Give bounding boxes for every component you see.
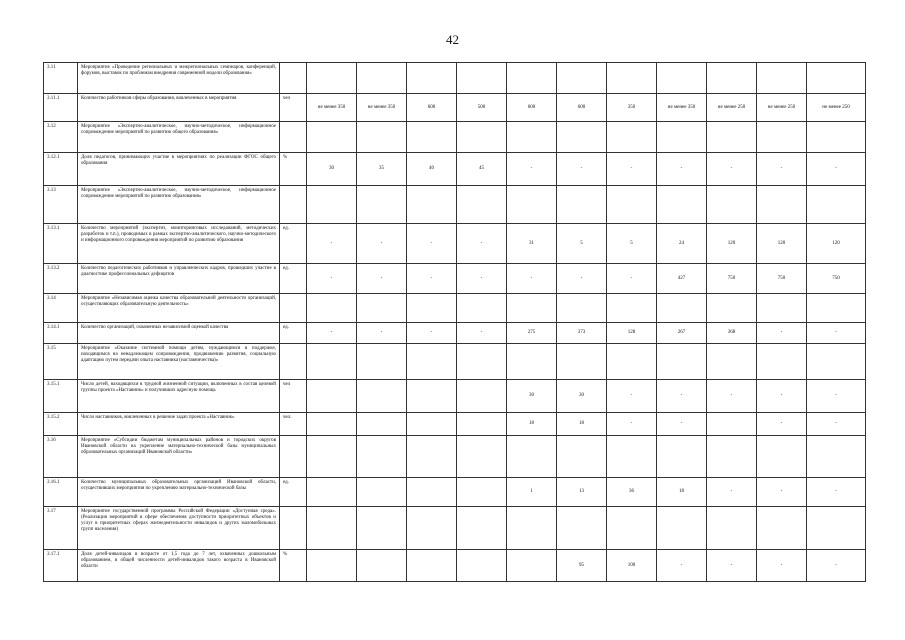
value-cell	[507, 507, 557, 550]
unit-cell: ед.	[280, 224, 307, 264]
value-cell: 18	[507, 413, 557, 436]
value-cell	[357, 380, 407, 413]
value-cell: -	[607, 264, 657, 294]
row-number-cell: 3.13.1	[44, 224, 78, 264]
unit-cell	[280, 507, 307, 550]
value-cell	[557, 294, 607, 323]
value-cell	[507, 122, 557, 153]
value-cell	[607, 63, 657, 94]
value-cell	[307, 186, 357, 224]
value-cell	[607, 507, 657, 550]
value-cell: -	[807, 413, 866, 436]
value-cell: 500	[457, 94, 507, 122]
value-cell: 120	[757, 224, 807, 264]
value-cell	[307, 413, 357, 436]
value-cell: -	[407, 224, 457, 264]
value-cell: 750	[707, 264, 757, 294]
value-cell	[457, 550, 507, 582]
table-row	[44, 478, 866, 507]
table-row	[44, 224, 866, 264]
value-cell	[557, 63, 607, 94]
unit-cell: чел	[280, 380, 307, 413]
value-cell: не менее 350	[357, 94, 407, 122]
value-cell	[357, 478, 407, 507]
value-cell	[407, 186, 457, 224]
value-cell: -	[357, 264, 407, 294]
unit-cell	[280, 63, 307, 94]
value-cell: -	[407, 323, 457, 344]
value-cell	[457, 413, 507, 436]
table-row	[44, 63, 866, 94]
value-cell: 36	[607, 478, 657, 507]
value-cell: 275	[507, 323, 557, 344]
row-number-cell: 3.15.1	[44, 380, 78, 413]
value-cell	[657, 63, 707, 94]
value-cell: 18	[557, 413, 607, 436]
value-cell	[707, 436, 757, 478]
value-cell: -	[407, 264, 457, 294]
table-row	[44, 264, 866, 294]
value-cell: -	[307, 224, 357, 264]
value-cell	[407, 122, 457, 153]
row-number-cell: 3.11	[44, 63, 78, 94]
value-cell	[457, 380, 507, 413]
value-cell	[807, 344, 866, 380]
value-cell	[607, 436, 657, 478]
value-cell: -	[657, 380, 707, 413]
value-cell	[357, 436, 407, 478]
table-row	[44, 550, 866, 582]
value-cell	[657, 122, 707, 153]
value-cell	[607, 186, 657, 224]
value-cell	[757, 507, 807, 550]
value-cell	[457, 436, 507, 478]
indicator-name-cell: Количество муниципальных образовательных организаций Ивановской области, осуществивших мероприятия по укреплению материально-технической базы	[78, 478, 280, 507]
value-cell: -	[807, 478, 866, 507]
value-cell: -	[607, 153, 657, 186]
indicator-name-cell: Число детей, находящихся в трудной жизненной ситуации, включенных в состав целевой группы проекта «Наставник» и получивших адресную помощь	[78, 380, 280, 413]
indicators-table	[43, 62, 866, 582]
value-cell	[307, 63, 357, 94]
value-cell: -	[757, 550, 807, 582]
value-cell	[707, 507, 757, 550]
value-cell	[407, 507, 457, 550]
value-cell: 5	[607, 224, 657, 264]
value-cell	[307, 436, 357, 478]
indicator-name-cell: Мероприятие «Оказание системной помощи детям, нуждающимся в поддержке, находящимся на ненадлежащем сопровождении, продвижению развития, социальную адаптацию путем передачи опыта наставника (наставничества)»	[78, 344, 280, 380]
table-row	[44, 294, 866, 323]
value-cell: 35	[357, 153, 407, 186]
value-cell	[357, 344, 407, 380]
value-cell	[807, 294, 866, 323]
value-cell: 40	[407, 153, 457, 186]
value-cell	[307, 478, 357, 507]
indicator-name-cell: Количество педагогических работников и управленческих кадров, прошедших участие в диагностике профессиональных дефицитов	[78, 264, 280, 294]
table-row	[44, 153, 866, 186]
value-cell: 267	[657, 323, 707, 344]
row-number-cell: 3.13	[44, 186, 78, 224]
value-cell: -	[357, 224, 407, 264]
value-cell: 100	[607, 550, 657, 582]
value-cell	[407, 63, 457, 94]
value-cell	[757, 63, 807, 94]
value-cell	[757, 436, 807, 478]
value-cell	[507, 63, 557, 94]
indicator-name-cell: Доля педагогов, принимающих участие в мероприятиях по реализации ФГОС общего образования	[78, 153, 280, 186]
unit-cell: %	[280, 153, 307, 186]
row-number-cell: 3.15	[44, 344, 78, 380]
value-cell	[557, 186, 607, 224]
value-cell: -	[557, 153, 607, 186]
value-cell	[707, 63, 757, 94]
value-cell: 24	[657, 224, 707, 264]
value-cell: -	[707, 478, 757, 507]
table-row	[44, 507, 866, 550]
unit-cell: чел.	[280, 413, 307, 436]
value-cell: -	[607, 380, 657, 413]
value-cell	[457, 294, 507, 323]
table-row	[44, 380, 866, 413]
indicator-name-cell: Мероприятие «Независимая оценка качества образовательной деятельности организаций, осуществляющих образовательную деятельность»	[78, 294, 280, 323]
value-cell: -	[507, 153, 557, 186]
table-row	[44, 344, 866, 380]
unit-cell	[280, 436, 307, 478]
value-cell: -	[307, 264, 357, 294]
unit-cell: чел	[280, 94, 307, 122]
value-cell: -	[807, 323, 866, 344]
value-cell	[457, 122, 507, 153]
value-cell	[507, 344, 557, 380]
row-number-cell: 3.15.2	[44, 413, 78, 436]
page-number: 42	[446, 32, 459, 47]
value-cell: 750	[757, 264, 807, 294]
indicator-name-cell: Количество мероприятий (экспертиз, мониторинговых исследований, методических разработок и т.п.), проводимых в рамках экспертно-аналитического, научно-методического и информационного сопровождения мероприятий по развитию образования	[78, 224, 280, 264]
indicator-name-cell: Число наставников, вовлеченных в решение задач проекта «Наставник»	[78, 413, 280, 436]
value-cell	[507, 436, 557, 478]
value-cell: -	[757, 478, 807, 507]
value-cell	[657, 344, 707, 380]
value-cell: -	[657, 153, 707, 186]
value-cell: 30	[507, 380, 557, 413]
value-cell: 600	[407, 94, 457, 122]
value-cell	[807, 186, 866, 224]
value-cell: -	[707, 550, 757, 582]
value-cell	[657, 186, 707, 224]
value-cell	[357, 550, 407, 582]
table-row	[44, 186, 866, 224]
row-number-cell: 3.16.1	[44, 478, 78, 507]
value-cell	[357, 413, 407, 436]
value-cell: 31	[507, 224, 557, 264]
row-number-cell: 3.14	[44, 294, 78, 323]
value-cell: 600	[557, 94, 607, 122]
value-cell	[507, 550, 557, 582]
unit-cell: ед.	[280, 264, 307, 294]
indicator-name-cell: Количество организаций, охваченных независимой оценкой качества	[78, 323, 280, 344]
value-cell: 350	[607, 94, 657, 122]
unit-cell	[280, 294, 307, 323]
value-cell: -	[557, 264, 607, 294]
table-row	[44, 436, 866, 478]
value-cell: -	[757, 323, 807, 344]
value-cell	[607, 294, 657, 323]
value-cell: -	[807, 550, 866, 582]
value-cell	[757, 186, 807, 224]
value-cell	[457, 186, 507, 224]
value-cell	[757, 294, 807, 323]
value-cell: 128	[607, 323, 657, 344]
unit-cell: ед.	[280, 323, 307, 344]
value-cell	[407, 294, 457, 323]
unit-cell	[280, 186, 307, 224]
value-cell: -	[507, 264, 557, 294]
value-cell	[807, 507, 866, 550]
value-cell: -	[707, 153, 757, 186]
value-cell	[557, 436, 607, 478]
unit-cell: ед.	[280, 478, 307, 507]
value-cell	[407, 436, 457, 478]
value-cell: -	[657, 550, 707, 582]
value-cell	[507, 186, 557, 224]
indicator-name-cell: Количество работников сферы образования, вовлеченных в мероприятия	[78, 94, 280, 122]
value-cell: 18	[657, 478, 707, 507]
value-cell	[557, 507, 607, 550]
value-cell: -	[757, 413, 807, 436]
value-cell: 13	[557, 478, 607, 507]
value-cell: не менее 250	[807, 94, 866, 122]
value-cell	[807, 63, 866, 94]
value-cell	[357, 507, 407, 550]
value-cell: 427	[657, 264, 707, 294]
value-cell: 5	[557, 224, 607, 264]
value-cell	[407, 380, 457, 413]
value-cell	[657, 436, 707, 478]
row-number-cell: 3.16	[44, 436, 78, 478]
value-cell: -	[607, 413, 657, 436]
value-cell	[357, 122, 407, 153]
value-cell	[457, 344, 507, 380]
value-cell: 30	[307, 153, 357, 186]
table-row	[44, 122, 866, 153]
unit-cell	[280, 122, 307, 153]
value-cell	[307, 294, 357, 323]
value-cell	[657, 507, 707, 550]
value-cell	[557, 344, 607, 380]
value-cell	[607, 344, 657, 380]
indicator-name-cell: Мероприятие государственной программы Российской Федерации «Доступная среда». (Реализация мероприятий в сфере обеспечения доступности приоритетных объектов и услуг в приоритетных сферах жизнедеятельности инвалидов и других маломобильных групп населения)	[78, 507, 280, 550]
value-cell: -	[307, 323, 357, 344]
table-row	[44, 94, 866, 122]
value-cell: 368	[707, 323, 757, 344]
value-cell: не менее 250	[707, 94, 757, 122]
value-cell: -	[357, 323, 407, 344]
row-number-cell: 3.11.1	[44, 94, 78, 122]
row-number-cell: 3.12.1	[44, 153, 78, 186]
value-cell	[707, 186, 757, 224]
indicator-name-cell: Мероприятие «Экспертно-аналитическое, научно-методическое, информационное сопровождение мероприятий по развитию общего образования»	[78, 122, 280, 153]
value-cell: 120	[807, 224, 866, 264]
value-cell	[757, 344, 807, 380]
value-cell: 600	[507, 94, 557, 122]
value-cell: -	[707, 380, 757, 413]
row-number-cell: 3.14.1	[44, 323, 78, 344]
value-cell	[307, 122, 357, 153]
value-cell: -	[457, 224, 507, 264]
value-cell: 30	[557, 380, 607, 413]
value-cell: -	[457, 264, 507, 294]
value-cell	[657, 294, 707, 323]
value-cell	[307, 507, 357, 550]
value-cell: 45	[457, 153, 507, 186]
value-cell	[307, 344, 357, 380]
value-cell	[757, 122, 807, 153]
value-cell: 120	[707, 224, 757, 264]
row-number-cell: 3.17	[44, 507, 78, 550]
value-cell	[707, 294, 757, 323]
value-cell: -	[807, 153, 866, 186]
unit-cell: %	[280, 550, 307, 582]
indicator-name-cell: Мероприятие «Субсидии бюджетам муниципальных районов и городских округов Ивановской области на укрепление материально-технической базы муниципальных образовательных организаций Ивановской области»	[78, 436, 280, 478]
table-row	[44, 323, 866, 344]
value-cell	[407, 413, 457, 436]
value-cell: -	[807, 380, 866, 413]
value-cell: не менее 350	[657, 94, 707, 122]
value-cell	[407, 344, 457, 380]
value-cell	[457, 507, 507, 550]
value-cell	[407, 478, 457, 507]
value-cell	[807, 122, 866, 153]
value-cell: 1	[507, 478, 557, 507]
value-cell: -	[757, 380, 807, 413]
value-cell	[357, 63, 407, 94]
value-cell: не менее 250	[757, 94, 807, 122]
value-cell	[457, 478, 507, 507]
value-cell	[557, 122, 607, 153]
indicator-name-cell: Мероприятие «Экспертно-аналитическое, научно-методическое, информационное сопровождение мероприятий по развитию образования»	[78, 186, 280, 224]
indicator-name-cell: Доля детей-инвалидов в возрасте от 1,5 года до 7 лет, охваченных дошкольным образованием, в общей численности детей-инвалидов такого возраста в Ивановской области	[78, 550, 280, 582]
value-cell	[507, 294, 557, 323]
value-cell	[407, 550, 457, 582]
value-cell: 95	[557, 550, 607, 582]
table-row	[44, 413, 866, 436]
row-number-cell: 3.13.2	[44, 264, 78, 294]
unit-cell	[280, 344, 307, 380]
value-cell	[707, 122, 757, 153]
value-cell	[307, 550, 357, 582]
value-cell	[707, 344, 757, 380]
row-number-cell: 3.12	[44, 122, 78, 153]
value-cell	[357, 186, 407, 224]
value-cell: -	[757, 153, 807, 186]
value-cell	[607, 122, 657, 153]
value-cell	[707, 413, 757, 436]
value-cell: 750	[807, 264, 866, 294]
indicator-name-cell: Мероприятие «Проведение региональных и межрегиональных семинаров, конференций, форумов, выставок по проблемам внедрения современной модели образования»	[78, 63, 280, 94]
value-cell	[807, 436, 866, 478]
row-number-cell: 3.17.1	[44, 550, 78, 582]
value-cell: 373	[557, 323, 607, 344]
value-cell	[357, 294, 407, 323]
value-cell	[307, 380, 357, 413]
value-cell	[457, 63, 507, 94]
value-cell: -	[457, 323, 507, 344]
value-cell: -	[657, 413, 707, 436]
value-cell: не менее 350	[307, 94, 357, 122]
